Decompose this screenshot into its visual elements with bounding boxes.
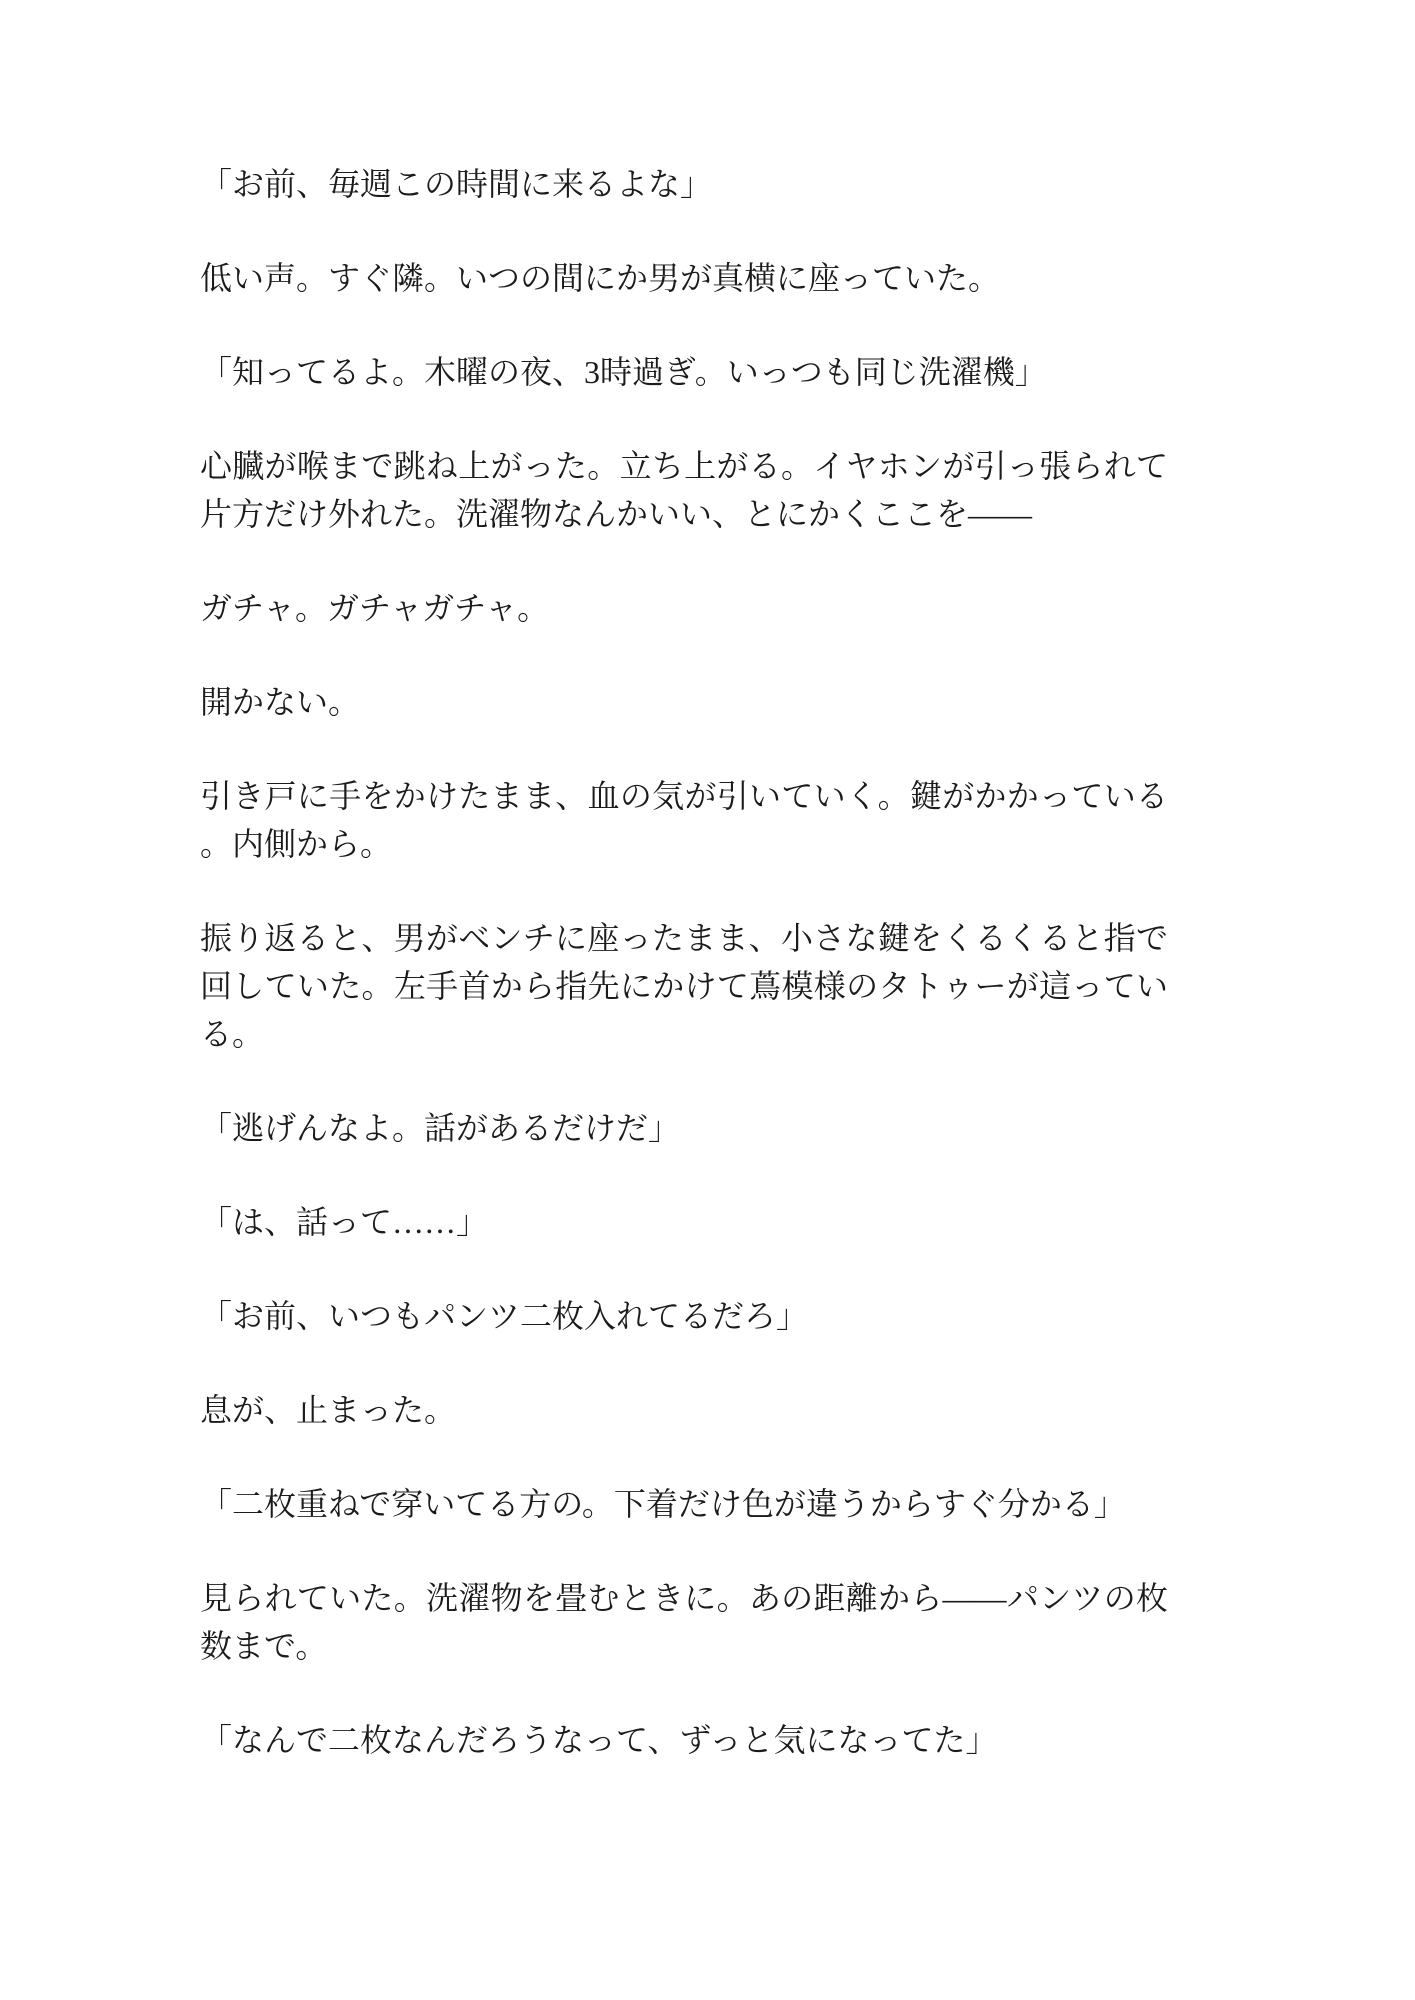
paragraph: 「お前、いつもパンツ二枚入れてるだろ」 [200, 1298, 809, 1334]
paragraph: 息が、止まった。 [200, 1392, 457, 1428]
paragraph: 心臓が喉まで跳ね上がった。立ち上がる。イヤホンが引っ張られて片方だけ外れた。洗濯物なんかいい、とにかくここを―― [200, 448, 1168, 532]
paragraph: 「二枚重ねで穿いてる方の。下着だけ色が違うからすぐ分かる」 [200, 1486, 1126, 1522]
paragraph: 「お前、毎週この時間に来るよな」 [200, 166, 713, 202]
paragraph: 見られていた。洗濯物を畳むときに。あの距離から――パンツの枚数まで。 [200, 1580, 1168, 1664]
paragraph: 低い声。すぐ隣。いつの間にか男が真横に座っていた。 [200, 260, 1001, 296]
paragraph: 「知ってるよ。木曜の夜、3時過ぎ。いっつも同じ洗濯機」 [200, 354, 1047, 390]
paragraph: ガチャ。ガチャガチャ。 [200, 590, 550, 626]
paragraph: 引き戸に手をかけたまま、血の気が引いていく。鍵がかかっている。内側から。 [200, 778, 1168, 862]
paragraph: 開かない。 [200, 684, 361, 720]
paragraph: 「逃げんなよ。話があるだけだ」 [200, 1110, 681, 1146]
paragraph: 「は、話って……」 [200, 1204, 489, 1240]
paragraph: 「なんで二枚なんだろうなって、ずっと気になってた」 [200, 1722, 998, 1758]
document-body [200, 160, 1168, 1764]
paragraph: 振り返ると、男がベンチに座ったまま、小さな鍵をくるくると指で回していた。左手首から指先にかけて蔦模様のタトゥーが這っている。 [200, 920, 1168, 1052]
